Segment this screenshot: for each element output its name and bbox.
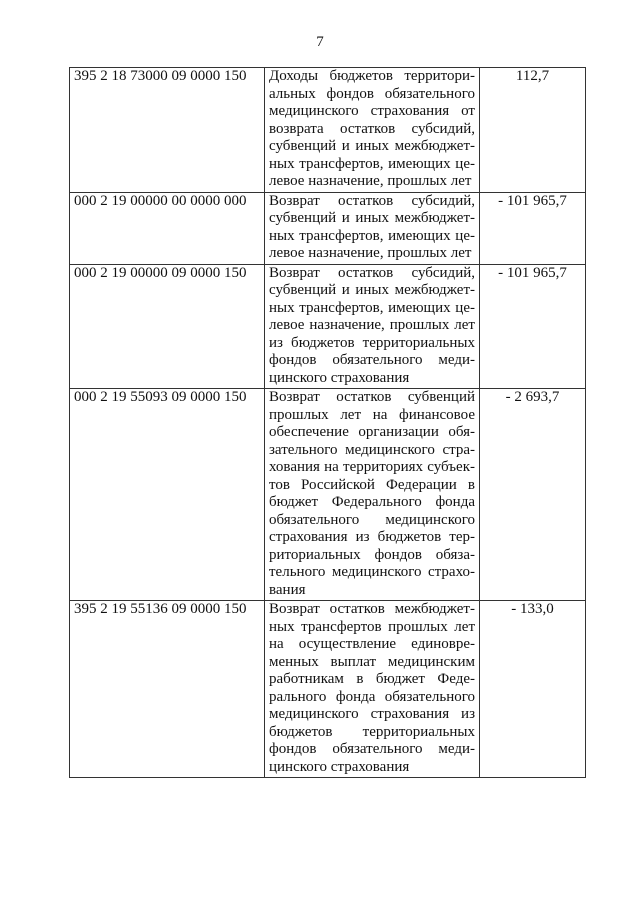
- description-line: менных выплат медицинским: [269, 653, 475, 670]
- description-line: тов Российской Федерации в: [269, 476, 475, 493]
- description-line: ных трансфертов, имеющих це-: [269, 227, 475, 244]
- description-line: медицинского страхования из: [269, 706, 475, 722]
- description-line: ных трансфертов, имеющих це-: [269, 299, 475, 316]
- description-line: работникам в бюджет Феде-: [269, 671, 475, 687]
- page-number: 7: [316, 34, 324, 50]
- budget-code-cell: 000 2 19 55093 09 0000 150: [70, 389, 265, 601]
- description-line: хования на территориях субъек-: [269, 459, 475, 475]
- description-line: левое назначение, прошлых лет: [269, 317, 475, 333]
- description-cell: [265, 601, 480, 778]
- amount-cell: - 133,0: [480, 601, 586, 778]
- description-line: субвенций и иных межбюджет-: [269, 138, 475, 154]
- amount-cell: - 101 965,7: [480, 264, 586, 389]
- amount-cell: - 2 693,7: [480, 389, 586, 601]
- description-line: цинского страхования: [269, 369, 410, 386]
- description-cell: [265, 389, 480, 601]
- table-row: [70, 68, 586, 193]
- budget-code-cell: 395 2 18 73000 09 0000 150: [70, 68, 265, 193]
- description-cell: [265, 264, 480, 389]
- budget-code-cell: 000 2 19 00000 00 0000 000: [70, 192, 265, 264]
- description-line: из бюджетов территориальных: [269, 334, 475, 351]
- budget-code-cell: 395 2 19 55136 09 0000 150: [70, 601, 265, 778]
- description-line: тельного медицинского страхо-: [269, 564, 475, 580]
- description-line: бюджетов территориальных: [269, 723, 475, 740]
- description-line: вания: [269, 581, 306, 598]
- description-line: зательного медицинского стра-: [269, 441, 475, 458]
- description-line: медицинского страхования от: [269, 103, 475, 119]
- description-line: Возврат остатков субсидий,: [269, 192, 475, 209]
- description-line: Возврат остатков субвенций: [269, 389, 475, 405]
- description-line: субвенций и иных межбюджет-: [269, 210, 475, 226]
- table-row: [70, 264, 586, 389]
- description-line: левое назначение, прошлых лет: [269, 173, 472, 189]
- description-line: альных фондов обязательного: [269, 85, 475, 102]
- table-row: [70, 601, 586, 778]
- description-line: Возврат остатков межбюджет-: [269, 601, 475, 617]
- budget-code-cell: 000 2 19 00000 09 0000 150: [70, 264, 265, 389]
- amount-cell: 112,7: [480, 68, 586, 193]
- description-line: обеспечение организации обя-: [269, 424, 475, 440]
- description-line: фондов обязательного меди-: [269, 352, 475, 368]
- description-line: субвенций и иных межбюджет-: [269, 282, 475, 298]
- description-cell: [265, 192, 480, 264]
- description-line: ных трансфертов, имеющих це-: [269, 155, 475, 172]
- description-line: возврата остатков субсидий,: [269, 120, 475, 137]
- table-body: [70, 68, 586, 778]
- description-line: Доходы бюджетов территори-: [269, 68, 475, 84]
- description-line: цинского страхования: [269, 758, 410, 775]
- description-line: ных трансфертов прошлых лет: [269, 618, 475, 635]
- description-line: левое назначение, прошлых лет: [269, 245, 472, 261]
- budget-table: [69, 67, 586, 778]
- description-line: обязательного медицинского: [269, 511, 475, 528]
- description-line: рального фонда обязательного: [269, 688, 475, 705]
- description-line: на осуществление единовре-: [269, 636, 475, 652]
- description-line: прошлых лет на финансовое: [269, 406, 475, 423]
- description-line: бюджет Федерального фонда: [269, 494, 475, 510]
- description-cell: [265, 68, 480, 193]
- description-line: Возврат остатков субсидий,: [269, 264, 475, 281]
- amount-cell: - 101 965,7: [480, 192, 586, 264]
- table-row: [70, 192, 586, 264]
- table-row: [70, 389, 586, 601]
- description-line: фондов обязательного меди-: [269, 741, 475, 757]
- description-line: страхования из бюджетов тер-: [269, 529, 475, 545]
- description-line: риториальных фондов обяза-: [269, 546, 475, 563]
